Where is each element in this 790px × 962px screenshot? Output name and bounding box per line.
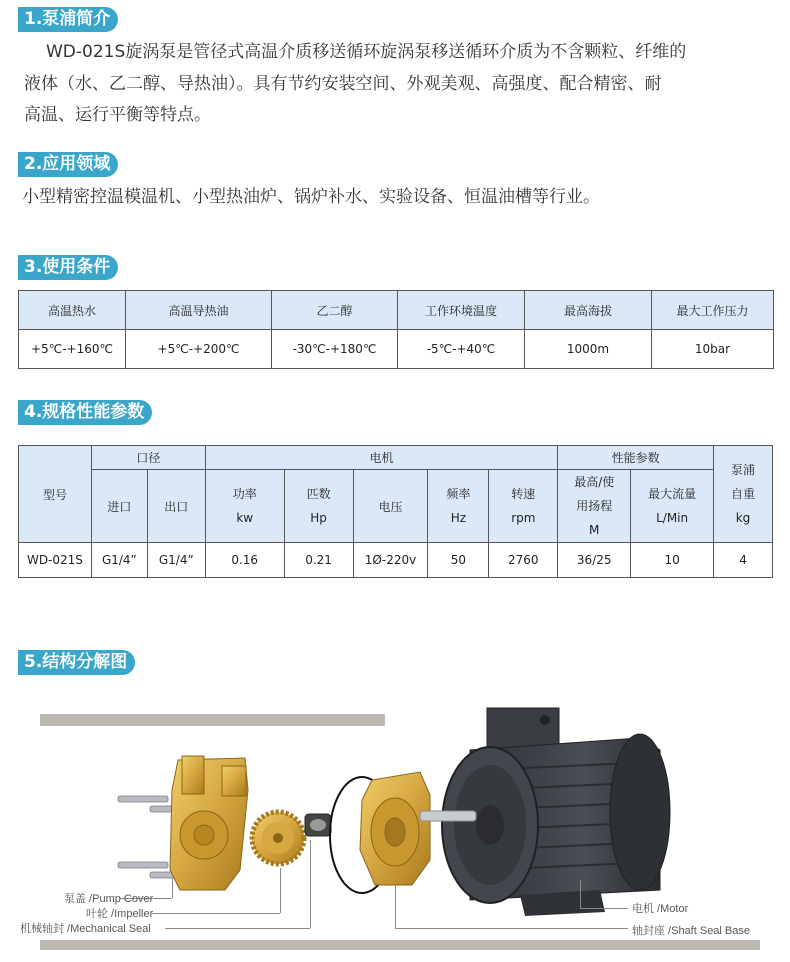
spec-hp: 0.21 bbox=[284, 543, 353, 578]
specs-header-performance: 性能参数 bbox=[558, 446, 714, 470]
section-title-intro: 1.泵浦简介 bbox=[18, 7, 118, 32]
flow-label: 最大流量 bbox=[648, 487, 697, 501]
pump-cover bbox=[170, 756, 248, 890]
motor bbox=[420, 708, 670, 916]
label-pump-cover: 泵盖 /Pump Cover bbox=[64, 893, 154, 905]
speed-label: 转速 bbox=[511, 487, 536, 501]
freq-label: 频率 bbox=[446, 487, 471, 501]
specs-header-port: 口径 bbox=[91, 446, 205, 470]
spec-model: WD-021S bbox=[19, 543, 92, 578]
conditions-header-row bbox=[19, 291, 774, 330]
section-title-conditions: 3.使用条件 bbox=[18, 255, 118, 280]
specs-table bbox=[18, 445, 773, 578]
spec-head: 36/25 bbox=[558, 543, 631, 578]
conditions-table bbox=[18, 290, 774, 369]
conditions-value-row bbox=[19, 330, 774, 369]
spec-voltage: 1Ø-220v bbox=[353, 543, 428, 578]
weight-label-2: 自重 bbox=[731, 487, 756, 501]
leader-shaft-base-v bbox=[395, 885, 396, 928]
specs-header-freq bbox=[428, 470, 489, 543]
decor-bar-bottom bbox=[40, 940, 760, 950]
conditions-value-hot-water: +5℃-+160℃ bbox=[19, 330, 126, 369]
specs-header-motor: 电机 bbox=[205, 446, 558, 470]
specs-header-model: 型号 bbox=[19, 446, 92, 543]
conditions-header-glycol: 乙二醇 bbox=[272, 291, 398, 330]
spec-speed: 2760 bbox=[489, 543, 558, 578]
leader-motor-v bbox=[580, 880, 581, 908]
mechanical-seal bbox=[305, 814, 331, 836]
leader-pump-cover-v bbox=[172, 878, 173, 898]
specs-header-weight bbox=[714, 446, 773, 543]
conditions-value-pressure: 10bar bbox=[652, 330, 774, 369]
specs-header-flow bbox=[631, 470, 714, 543]
specs-header-outlet: 出口 bbox=[147, 470, 205, 543]
conditions-header-ambient: 工作环境温度 bbox=[398, 291, 525, 330]
specs-header-power bbox=[205, 470, 284, 543]
conditions-value-hot-oil: +5℃-+200℃ bbox=[126, 330, 272, 369]
conditions-header-hot-water: 高温热水 bbox=[19, 291, 126, 330]
hp-unit: Hp bbox=[310, 511, 327, 525]
hp-label: 匹数 bbox=[306, 487, 331, 501]
conditions-header-altitude: 最高海拔 bbox=[525, 291, 652, 330]
leader-shaft-base bbox=[395, 928, 628, 929]
shaft-seal-base bbox=[360, 772, 430, 885]
specs-header-inlet: 进口 bbox=[91, 470, 147, 543]
specs-header-head bbox=[558, 470, 631, 543]
intro-line-2: 液体（水、乙二醇、导热油）。具有节约安装空间、外观美观、高强度、配合精密、耐 bbox=[24, 74, 662, 94]
specs-data-row bbox=[19, 543, 773, 578]
spec-weight: 4 bbox=[714, 543, 773, 578]
leader-seal bbox=[165, 928, 310, 929]
flow-unit: L/Min bbox=[656, 511, 689, 525]
conditions-header-hot-oil: 高温导热油 bbox=[126, 291, 272, 330]
weight-unit: kg bbox=[735, 511, 751, 525]
specs-header-row-1 bbox=[19, 446, 773, 470]
leader-motor bbox=[580, 908, 628, 909]
head-label: 最高/使 bbox=[574, 475, 615, 489]
specs-header-speed bbox=[489, 470, 558, 543]
impeller bbox=[252, 812, 304, 864]
weight-label: 泵浦 bbox=[731, 463, 756, 477]
power-unit: kw bbox=[236, 511, 254, 525]
power-label: 功率 bbox=[232, 487, 257, 501]
speed-unit: rpm bbox=[511, 511, 536, 525]
section-title-specs: 4.规格性能参数 bbox=[18, 400, 152, 425]
label-mechanical-seal: 机械轴封 /Mechanical Seal bbox=[20, 923, 151, 935]
conditions-value-glycol: -30℃-+180℃ bbox=[272, 330, 398, 369]
label-shaft-seal-base: 轴封座 /Shaft Seal Base bbox=[632, 925, 750, 937]
head-label-2: 用扬程 bbox=[576, 499, 613, 513]
spec-outlet: G1/4” bbox=[147, 543, 205, 578]
head-unit: M bbox=[589, 523, 600, 537]
application-text: 小型精密控温模温机、小型热油炉、锅炉补水、实验设备、恒温油槽等行业。 bbox=[22, 187, 600, 207]
spec-power: 0.16 bbox=[205, 543, 284, 578]
leader-impeller bbox=[152, 913, 280, 914]
spec-freq: 50 bbox=[428, 543, 489, 578]
leader-seal-v bbox=[310, 840, 311, 928]
intro-line-3: 高温、运行平衡等特点。 bbox=[24, 105, 211, 125]
conditions-header-pressure: 最大工作压力 bbox=[652, 291, 774, 330]
conditions-value-ambient: -5℃-+40℃ bbox=[398, 330, 525, 369]
spec-flow: 10 bbox=[631, 543, 714, 578]
specs-header-row-2 bbox=[19, 470, 773, 543]
freq-unit: Hz bbox=[450, 511, 467, 525]
conditions-value-altitude: 1000m bbox=[525, 330, 652, 369]
spec-inlet: G1/4” bbox=[91, 543, 147, 578]
specs-header-voltage: 电压 bbox=[353, 470, 428, 543]
label-impeller: 叶轮 /Impeller bbox=[86, 908, 154, 920]
section-title-application: 2.应用领域 bbox=[18, 152, 118, 177]
section-title-exploded-view: 5.结构分解图 bbox=[18, 650, 135, 675]
label-motor: 电机 /Motor bbox=[632, 903, 689, 915]
intro-line-1: WD-021S旋涡泵是管径式高温介质移送循环旋涡泵移送循环介质为不含颗粒、纤维的 bbox=[46, 42, 687, 62]
leader-impeller-v bbox=[280, 868, 281, 913]
specs-header-hp bbox=[284, 470, 353, 543]
